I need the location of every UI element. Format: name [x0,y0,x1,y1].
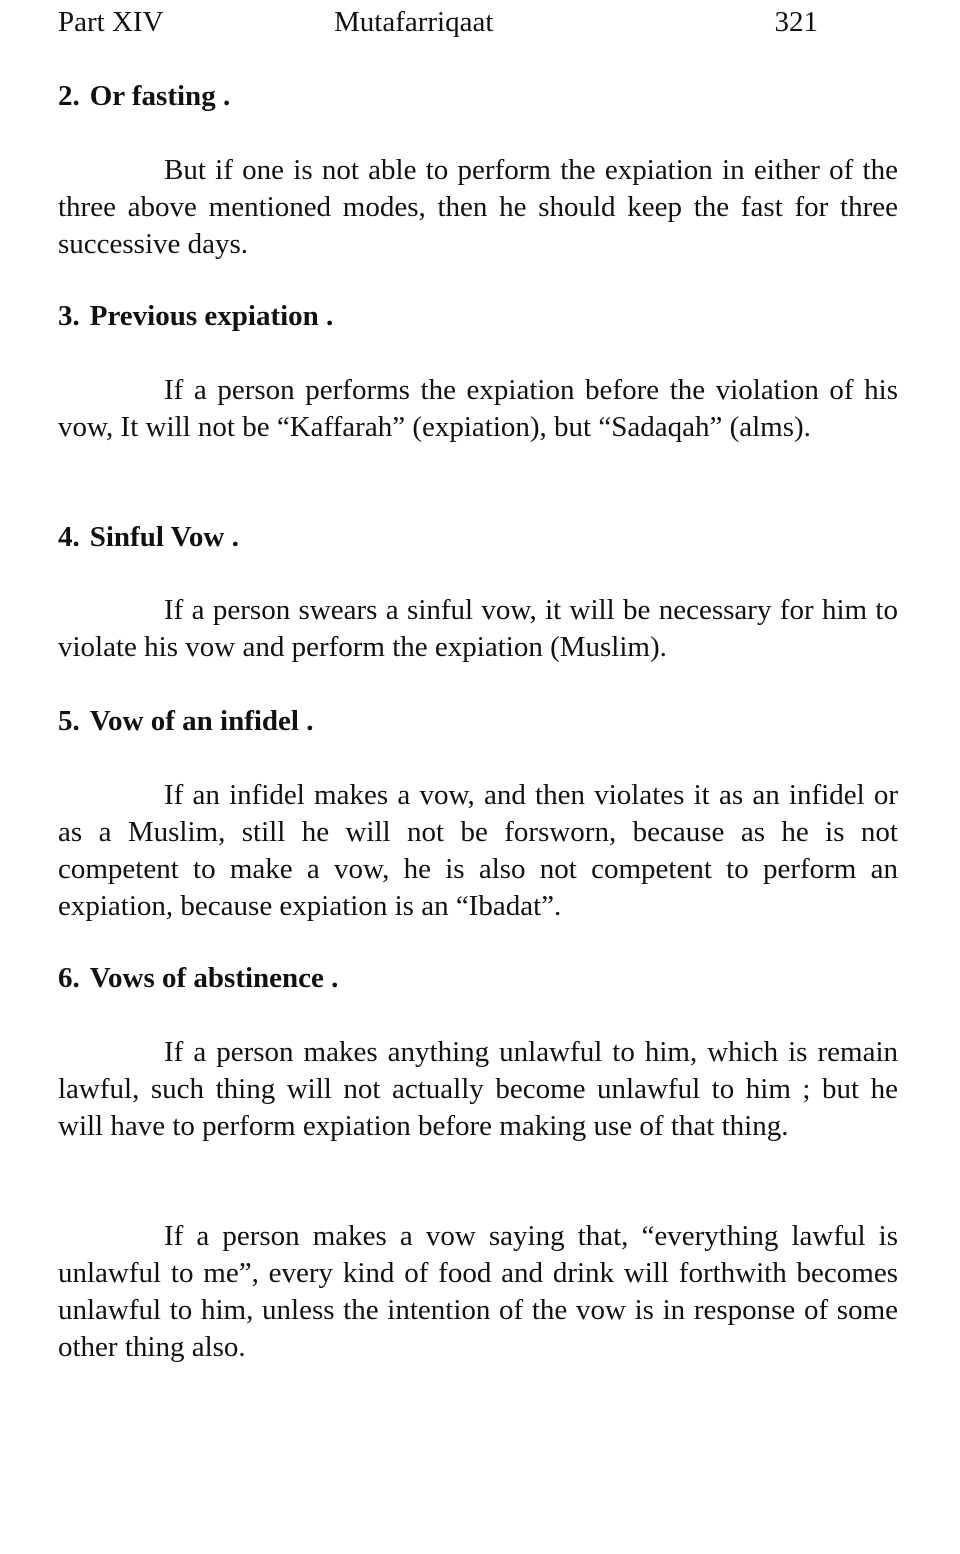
section-title: Vow of an infidel . [89,705,314,737]
paragraph: If a person performs the expiation before the violation of his vow, It will not be “Kaffarah” (expiation), but “Sadaqah” (alms). [58,374,898,443]
section-number: 6. [58,962,80,994]
section-heading [58,960,338,996]
chapter-title: Mutafarriqaat [334,6,494,38]
part-label: Part XIV [58,6,164,38]
paragraph: If a person makes anything unlawful to him, which is remain lawful, such thing will not actually become unlawful to him ; but he will have to perform expiation before making use of that thing. [58,1036,898,1142]
section-number: 4. [58,521,80,553]
section-number: 5. [58,705,80,737]
page-number: 321 [774,6,818,38]
section-number: 3. [58,300,80,332]
section-title: Previous expiation . [89,300,334,332]
section-heading [58,298,333,334]
paragraph: If an infidel makes a vow, and then violates it as an infidel or as a Muslim, still he will not be forsworn, because as he is not competent to make a vow, he is also not competent to perform an expiation, because expiation is an “Ibadat”. [58,779,898,922]
paragraph: If a person makes a vow saying that, “everything lawful is unlawful to me”, every kind of food and drink will forthwith becomes unlawful to him, unless the intention of the vow is in response of some other thing also. [58,1220,898,1363]
section-title: Or fasting . [89,80,231,112]
section-title: Sinful Vow . [89,521,239,553]
paragraph: But if one is not able to perform the expiation in either of the three above mentioned modes, then he should keep the fast for three successive days. [58,154,898,260]
running-head [58,4,818,40]
section-title: Vows of abstinence . [89,962,339,994]
paragraph: If a person swears a sinful vow, it will be necessary for him to violate his vow and perform the expiation (Muslim). [58,594,898,663]
section-heading [58,703,313,739]
section-number: 2. [58,80,80,112]
section-heading [58,519,239,555]
section-heading [58,78,230,114]
